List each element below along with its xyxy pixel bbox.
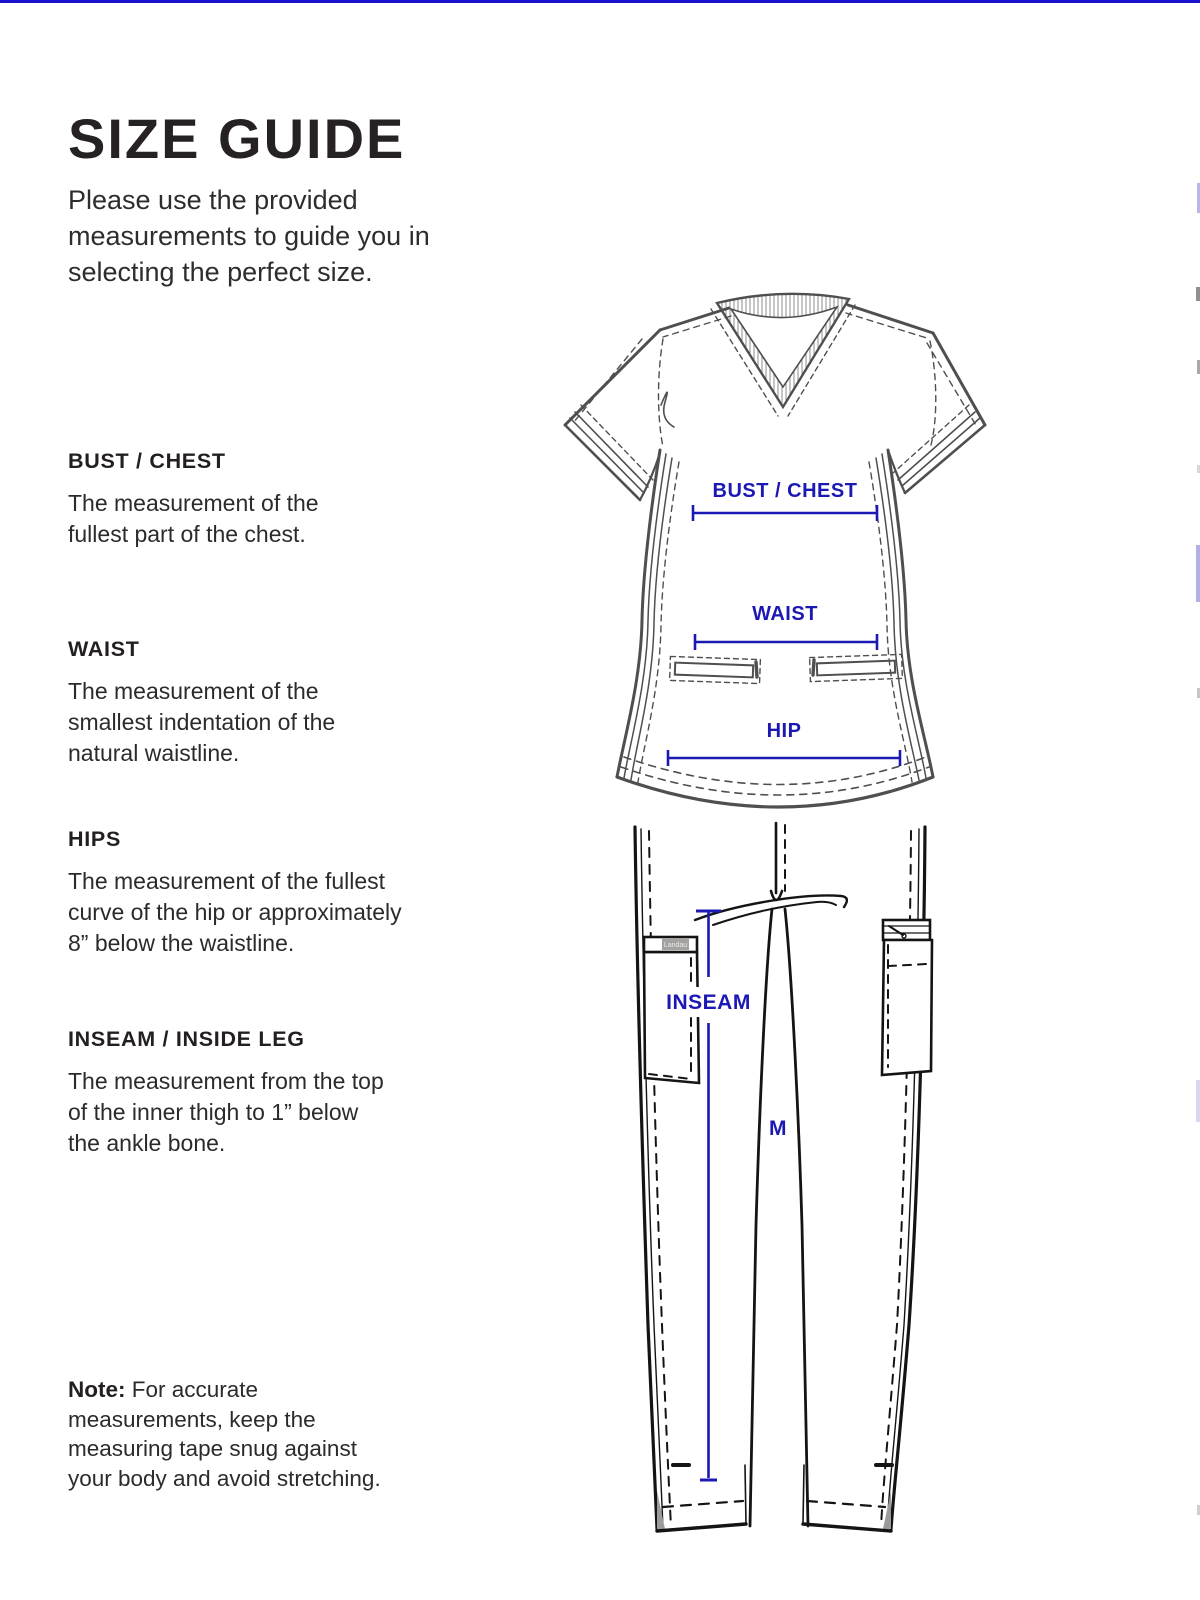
size-diagram	[545, 275, 995, 1555]
inseam-label: INSEAM	[666, 991, 751, 1014]
intro-line: Please use the provided	[68, 185, 358, 215]
edge-mark	[1196, 287, 1200, 301]
edge-mark	[1196, 545, 1200, 602]
note-label: Note:	[68, 1377, 126, 1402]
waist-label: WAIST	[752, 603, 818, 625]
hip-label: HIP	[766, 720, 802, 742]
section-heading: INSEAM / INSIDE LEG	[68, 1027, 305, 1051]
brand-tag: Landau	[663, 942, 688, 949]
page-title: SIZE GUIDE	[68, 106, 406, 170]
hanging-loop	[661, 392, 674, 427]
section-body: The measurement of the fullest part of the chest.	[68, 490, 319, 547]
section-inseam-inside-leg	[68, 1027, 384, 1159]
left-welt-pocket	[670, 656, 761, 683]
section-body: The measurement from the top of the inner thigh to 1” below the ankle bone.	[68, 1068, 384, 1156]
page-top-accent-border	[0, 0, 1200, 3]
section-waist	[68, 637, 335, 769]
edge-mark	[1196, 1080, 1200, 1122]
section-body: The measurement of the smallest indentation of the natural waistline.	[68, 678, 336, 766]
right-welt-pocket	[810, 654, 903, 681]
bust-chest-label: BUST / CHEST	[712, 480, 858, 502]
section-body: The measurement of the fullest curve of the hip or approximately 8” below the waistline.	[68, 868, 402, 956]
intro-line: measurements to guide you in	[68, 221, 430, 251]
measurement-note: Note: For accurate measurements, keep the measuring tape snug against your body and avoid stretching.	[68, 1377, 381, 1491]
intro-line: selecting the perfect size.	[68, 257, 373, 287]
section-hips	[68, 827, 402, 959]
size-letter-label: M	[769, 1117, 787, 1140]
right-cargo-pocket	[882, 920, 932, 1075]
section-heading: BUST / CHEST	[68, 449, 226, 473]
garment-measurement-illustration	[545, 275, 995, 1555]
section-heading: HIPS	[68, 827, 121, 851]
section-bust-chest	[68, 449, 319, 550]
section-heading: WAIST	[68, 637, 140, 661]
scrub-pants-illustration	[635, 823, 932, 1531]
intro-text	[68, 182, 430, 290]
